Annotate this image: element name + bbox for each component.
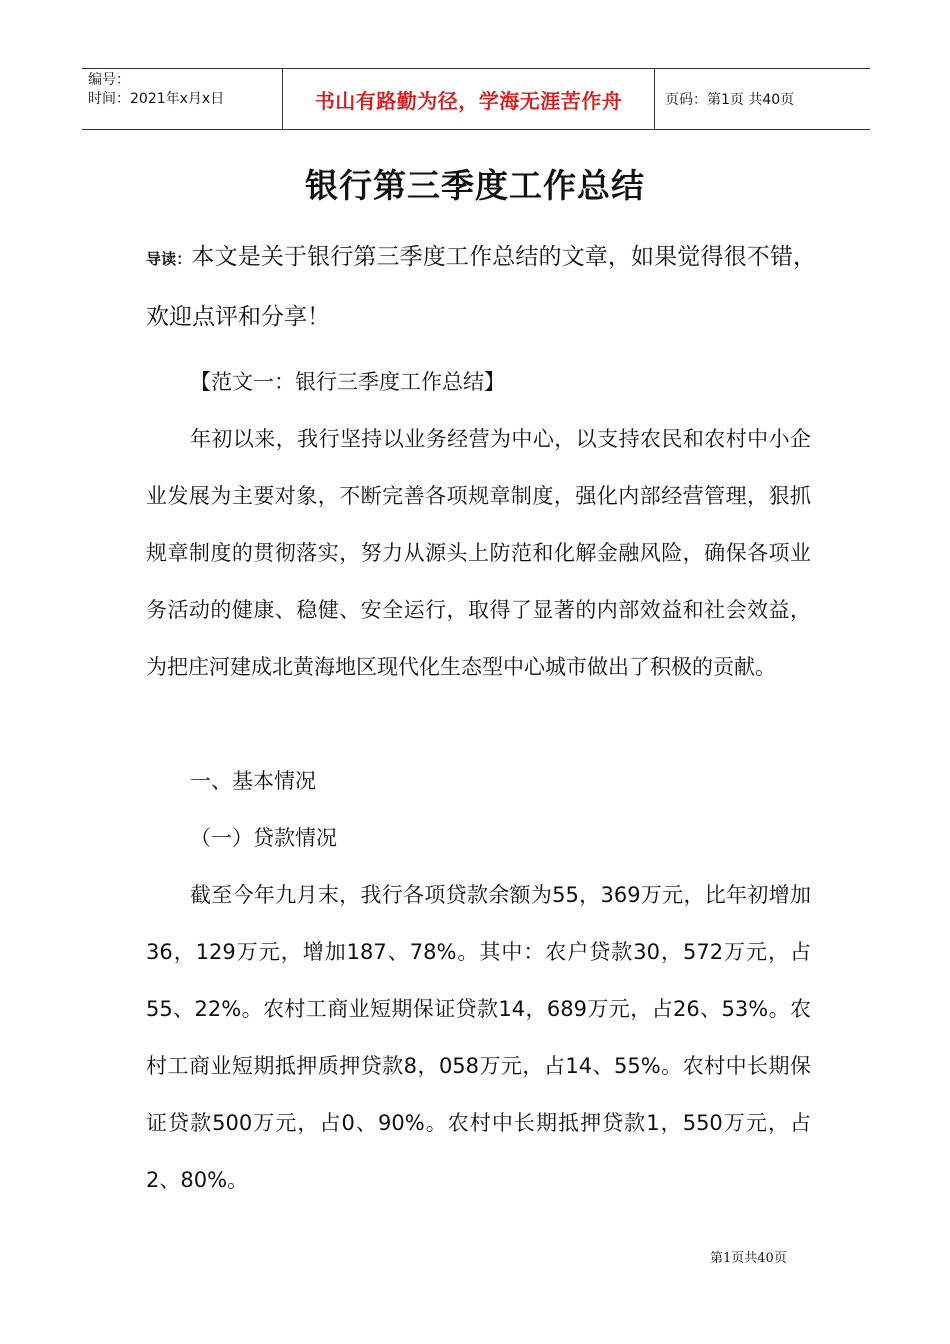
number-label: 编号： [88,72,130,88]
header-meta [82,69,282,129]
footer-page-number: 第1页共40页 [710,1251,787,1266]
header-page-label: 页码：第1页 共40页 [665,92,795,108]
heading-basic-situation: 一、基本情况 [190,769,316,793]
document-title: 银行第三季度工作总结 [305,166,645,205]
intro-text: 本文是关于银行第三季度工作总结的文章，如果觉得很不错，欢迎点评和分享！ [146,244,816,330]
intro-paragraph [146,228,816,346]
intro-lead: 导读： [146,250,192,268]
section-title: 【范文一：银行三季度工作总结】 [190,370,505,394]
document-header [82,68,870,130]
heading-loan-situation: （一）贷款情况 [190,826,337,850]
time-label: 时间：2021年x月x日 [88,91,225,107]
paragraph-1: 年初以来，我行坚持以业务经营为中心，以支持农民和农村中小企业发展为主要对象，不断完善各项规章制度，强化内部经营管理，狠抓规章制度的贯彻落实，努力从源头上防范和化解金融风险，确保各项业务活动的健康、稳健、安全运行，取得了显著的内部效益和社会效益，为把庄河建成北黄海地区现代化生态型中心城市做出了积极的贡献。 [146,427,811,679]
header-motto: 书山有路勤为径，学海无涯苦作舟 [282,69,655,129]
paragraph-2: 截至今年九月末，我行各项贷款余额为55，369万元，比年初增加36，129万元，增加187、78%。其中：农户贷款30，572万元，占55、22%。农村工商业短期保证贷款14，689万元，占26、53%。农村工商业短期抵押质押贷款8，058万元，占14、55%。农村中长期保证贷款500万元，占0、90%。农村中长期抵押贷款1，550万元，占2、80%。 [146,883,811,1192]
